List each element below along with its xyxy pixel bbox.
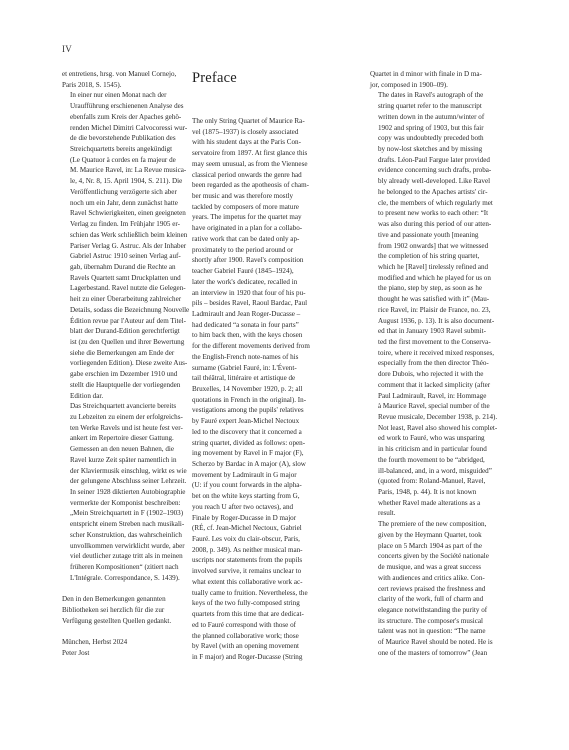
text-line: teacher Gabriel Fauré (1845–1924), bbox=[192, 267, 294, 276]
text-line: rice Ravel, in: Plaisir de France, no. 23, bbox=[378, 305, 491, 314]
text-line: zu Lebzeiten zu einem der erfolgreichs- bbox=[70, 413, 183, 421]
text-line: the piano, step by step, as soon as he bbox=[378, 284, 483, 293]
text-line: result. bbox=[378, 509, 396, 518]
text-line: whether Ravel made alterations as a bbox=[378, 498, 481, 507]
text-line: vestigations among the pupils' relatives bbox=[192, 406, 304, 415]
text-line: ed to Fauré correspond with those of bbox=[192, 620, 297, 629]
text-line: tive and passionate youth [meaning bbox=[378, 230, 479, 239]
text-line: Verlag zu finden. Im Frühjahr 1905 er- bbox=[70, 220, 180, 229]
text-line: cle, the members of which regularly met bbox=[378, 198, 493, 207]
text-line: M. Maurice Ravel, in: La Revue musica- bbox=[70, 166, 187, 175]
text-line: from 1902 onwards] that we witnessed bbox=[378, 241, 489, 250]
text-line: ing movement by Ravel in F major (F), bbox=[192, 449, 304, 458]
text-line: to him back then, with the keys chosen bbox=[192, 331, 303, 340]
text-line: Edition dar. bbox=[70, 391, 104, 400]
text-line: involved survive, it remains unclear to bbox=[192, 567, 302, 576]
text-line: modified and which he played for us on bbox=[378, 273, 491, 282]
text-line: have originated in a plan for a collabo- bbox=[192, 224, 303, 233]
text-line: Das Streichquartett avancierte bereits bbox=[70, 402, 177, 411]
text-line: with his student days at the Paris Con- bbox=[192, 138, 301, 147]
text-line: had dedicated “a sonata in four parts” bbox=[192, 320, 299, 329]
text-line: (RÉ, cf. Jean-Michel Nectoux, Gabriel bbox=[192, 524, 302, 533]
text-line: In seiner 1928 diktierten Autobiographie bbox=[70, 488, 186, 497]
text-line: shortly after 1900. Ravel's composition bbox=[192, 256, 304, 265]
text-line: der gelungene Abschluss seiner Lehrzeit. bbox=[70, 477, 187, 486]
text-line: 2008, p. 349). As neither musical man- bbox=[192, 545, 303, 554]
text-line: Édition revue par l'Auteur auf dem Titel- bbox=[70, 316, 186, 325]
text-line: ber music and was therefore mostly bbox=[192, 192, 294, 201]
text-line: clarity of the work, full of charm and bbox=[378, 595, 484, 604]
text-line: classical period onwards the genre had bbox=[192, 170, 302, 179]
text-line: et entretiens, hrsg. von Manuel Cornejo, bbox=[62, 70, 177, 78]
text-line: Quartet in d minor with finale in D ma- bbox=[370, 70, 482, 78]
text-line: elegance notwithstanding the purity of bbox=[378, 605, 488, 614]
text-line: place on 5 March 1904 as part of the bbox=[378, 541, 483, 550]
text-line: schien das Werk schließlich beim kleinen bbox=[70, 230, 188, 239]
text-line: Pariser Verlag G. Astruc. Als der Inhaber bbox=[70, 241, 187, 250]
text-line: The dates in Ravel's autograph of the bbox=[378, 91, 484, 100]
text-line: Paul Ladmirault, Ravel, in: Hommage bbox=[378, 391, 487, 400]
text-line: Gabriel Astruc 1910 seinen Verlag auf- bbox=[70, 252, 181, 261]
text-line: what extent this collaborative work ac- bbox=[192, 577, 303, 586]
text-line: by Fauré expert Jean-Michel Nectoux bbox=[192, 417, 300, 426]
text-line: The premiere of the new composition, bbox=[378, 520, 487, 529]
text-line: (Le Quatuor à cordes en fa majeur de bbox=[70, 155, 176, 164]
text-line: its structure. The composer's musical bbox=[378, 616, 483, 625]
text-line: viel deutlicher zutage tritt als in meinen bbox=[70, 552, 183, 561]
text-line: stellt die Hauptquelle der vorliegenden bbox=[70, 380, 181, 389]
text-line: in F major) and Roger-Ducasse (String bbox=[192, 652, 303, 661]
text-line: vermerkte der Komponist beschreiben: bbox=[70, 498, 181, 507]
text-line: toire, where it received mixed responses, bbox=[378, 348, 495, 357]
text-line: string quartet refer to the manuscript bbox=[378, 102, 482, 111]
text-line: Gemessen an den neuen Bahnen, die bbox=[70, 445, 175, 454]
text-line: to present new works to each other: “It bbox=[378, 209, 489, 218]
text-line: talent was not in question: “The name bbox=[378, 627, 486, 636]
english-paragraph-3 bbox=[370, 519, 510, 658]
text-line: (U: if you count forwards in the alpha- bbox=[192, 481, 302, 490]
continued-paragraph bbox=[370, 69, 510, 90]
german-paragraph-3 bbox=[62, 401, 188, 583]
text-line: noch um ein Jahr, denn zunächst hatte bbox=[70, 198, 178, 207]
text-line: Bruxelles, 14 November 1920, p. 2; all bbox=[192, 384, 303, 393]
text-line: siehe die Bemerkungen am Ende der bbox=[70, 348, 175, 357]
text-line: uscripts nor statements from the pupils bbox=[192, 556, 303, 565]
text-line: Bibliotheken sei herzlich für die zur bbox=[62, 605, 165, 614]
text-line: thought he was satisfied with it” (Mau- bbox=[378, 295, 490, 304]
text-line: jor, composed in 1900–09). bbox=[370, 80, 448, 89]
text-line: one of the masters of tomorrow” (Jean bbox=[378, 648, 488, 657]
text-line: string quartet, divided as follows: open- bbox=[192, 438, 306, 447]
text-line: especially from the then director Théo- bbox=[378, 359, 489, 368]
text-line: de die bevorstehende Publikation des bbox=[70, 134, 176, 143]
page-number: IV bbox=[62, 44, 73, 54]
text-line: Finale by Roger-Ducasse in D major bbox=[192, 513, 297, 522]
english-column-continued bbox=[370, 69, 510, 659]
text-line: renden Michel Dimitri Calvocoressi wur- bbox=[70, 123, 188, 132]
text-line: unvollkommen verwirklicht wurde, aber bbox=[70, 541, 185, 550]
section-heading: Preface bbox=[192, 70, 237, 86]
text-line: tackled by composers of more mature bbox=[192, 202, 299, 211]
text-line: Details, sodass die Bezeichnung Nouvelle bbox=[70, 305, 190, 314]
text-line: heit zu einer Überarbeitung zahlreicher bbox=[70, 295, 182, 304]
text-line: been regarded as the apotheosis of cham- bbox=[192, 181, 309, 190]
english-column bbox=[192, 116, 370, 663]
text-line: with audiences and critics alike. Con- bbox=[378, 573, 485, 582]
text-line: the fourth movement to be “abridged, bbox=[378, 455, 485, 464]
text-line: concerts given by the Société nationale bbox=[378, 552, 489, 561]
text-line: à Maurice Ravel, special number of the bbox=[378, 402, 490, 411]
text-line: pils – besides Ravel, Raoul Bardac, Paul bbox=[192, 299, 308, 308]
text-line: August 1936, p. 13). It is also document- bbox=[378, 316, 495, 325]
text-line: de musique, and was a great success bbox=[378, 563, 482, 572]
text-line: an interview in 1920 that four of his pu- bbox=[192, 288, 306, 297]
german-paragraph-2 bbox=[62, 90, 188, 401]
text-line: Ravel Schwierigkeiten, einen geeigneten bbox=[70, 209, 186, 218]
text-line: Ravel kurze Zeit später namentlich in bbox=[70, 455, 177, 464]
text-line: by now-lost sketches and by missing bbox=[378, 145, 483, 154]
text-line: tually came to fruition. Nevertheless, the bbox=[192, 588, 308, 597]
text-line: Paris, 1948, p. 44). It is not known bbox=[378, 488, 477, 497]
text-line: the English-French note-names of his bbox=[192, 352, 299, 361]
text-line: Not least, Ravel also showed his complet- bbox=[378, 423, 498, 432]
text-line: gab, übernahm Durand die Rechte an bbox=[70, 262, 176, 271]
text-line: scher Konstruktion, das wahrscheinlich bbox=[70, 530, 182, 539]
text-line: in his criticism and in particular found bbox=[378, 445, 487, 454]
text-line: Verfügung gestellten Quellen gedankt. bbox=[62, 616, 172, 625]
text-line: entspricht einem Streben nach musikali- bbox=[70, 520, 185, 529]
text-line: evidence concerning such drafts, proba- bbox=[378, 166, 492, 175]
text-line: gabe erschien im Dezember 1910 und bbox=[70, 370, 178, 379]
text-line: the planned collaborative work; those bbox=[192, 631, 299, 640]
text-line: later the work's dedicatee, recalled in bbox=[192, 277, 298, 286]
text-line: of Maurice Ravel should be noted. He is bbox=[378, 638, 493, 647]
text-line: Uraufführung erschienenen Analyse des bbox=[70, 102, 184, 111]
text-line: rative work that can be dated only ap- bbox=[192, 234, 300, 243]
text-line: ed that in January 1903 Ravel submit- bbox=[378, 327, 486, 336]
text-line: cert reviews praised the freshness and bbox=[378, 584, 486, 593]
text-line: bly already well-developed. Like Ravel bbox=[378, 177, 491, 186]
text-line: The only String Quartet of Maurice Ra- bbox=[192, 117, 305, 125]
text-line: ankert im Repertoire dieser Gattung. bbox=[70, 434, 174, 443]
text-line: servatoire from 1897. At first glance this bbox=[192, 149, 308, 158]
text-line: movement by Ladmirault in G major bbox=[192, 470, 297, 479]
text-line: früheren Kompositionen“ (zitiert nach bbox=[70, 563, 179, 572]
text-line: proximately to the period around or bbox=[192, 245, 294, 254]
text-line: ist (zu den Quellen und ihrer Bewertung bbox=[70, 337, 185, 346]
text-line: may seem unusual, as from the Viennese bbox=[192, 159, 308, 168]
text-line: for the different movements derived from bbox=[192, 342, 310, 351]
text-line: vel (1875–1937) is closely associated bbox=[192, 127, 299, 136]
text-line: „Mein Streichquartett in F (1902–1903) bbox=[70, 509, 184, 518]
text-line: tail théâtral, littéraire et artistique de bbox=[192, 374, 296, 383]
text-line: der Klaviermusik einschlug, wirkt es wie bbox=[70, 466, 187, 475]
text-line: ted the first movement to the Conserva- bbox=[378, 337, 491, 346]
german-paragraph-1 bbox=[62, 69, 188, 90]
text-line: Revue musicale, December 1938, p. 214). bbox=[378, 413, 498, 421]
text-line: Den in den Bemerkungen genannten bbox=[62, 595, 166, 604]
text-line: the completion of his string quartet, bbox=[378, 252, 480, 261]
text-line: dore Dubois, who rejected it with the bbox=[378, 370, 484, 379]
german-acknowledgement bbox=[62, 594, 188, 626]
text-line: Streichquartetts bereits angekündigt bbox=[70, 145, 173, 154]
text-line: led to the discovery that it concerned a bbox=[192, 427, 302, 436]
text-line: Scherzo by Bardac in A major (A), slow bbox=[192, 460, 306, 468]
author-name: Peter Jost bbox=[62, 648, 90, 657]
text-line: quartets from this time that are dedicat- bbox=[192, 610, 304, 619]
text-line: by Ravel (with an opening movement bbox=[192, 642, 299, 651]
text-line: bet on the white keys starting from G, bbox=[192, 492, 300, 501]
signature-block bbox=[62, 637, 188, 658]
text-line: ill-balanced, and, in a word, misguided” bbox=[378, 466, 492, 475]
text-line: drafts. Léon-Paul Fargue later provided bbox=[378, 155, 490, 164]
text-line: 1902 and spring of 1903, but this fair bbox=[378, 123, 484, 132]
text-line: blatt der Durand-Edition gerechtfertigt bbox=[70, 327, 180, 336]
english-paragraph-1 bbox=[192, 116, 370, 663]
text-line: keys of the two fully-composed string bbox=[192, 599, 300, 608]
text-line: ten Werke Ravels und ist heute fest ver- bbox=[70, 423, 183, 432]
text-line: Ladmirault and Jean Roger-Ducasse – bbox=[192, 309, 301, 318]
text-line: he belonged to the Apaches artists' cir- bbox=[378, 187, 488, 196]
text-line: surname (Gabriel Fauré, in: L'Évent- bbox=[192, 363, 297, 372]
text-line: ebenfalls zum Kreis der Apaches gehö- bbox=[70, 112, 182, 121]
text-line: le, 4, Nr. 8, 15. April 1904, S. 211). Die bbox=[70, 177, 183, 186]
text-line: L'Intégrale. Correspondance, S. 1439). bbox=[70, 573, 180, 582]
text-line: vorliegenden Edition). Diese zweite Aus- bbox=[70, 359, 188, 368]
text-line: comment that it lacked simplicity (after bbox=[378, 380, 491, 389]
place-date: München, Herbst 2024 bbox=[62, 638, 128, 647]
text-line: given by the Heymann Quartet, took bbox=[378, 530, 482, 539]
text-line: copy was undoubtedly preceded both bbox=[378, 134, 484, 143]
text-line: Paris 2018, S. 1545). bbox=[62, 80, 122, 89]
text-line: which he [Ravel] tirelessly refined and bbox=[378, 262, 489, 271]
german-column bbox=[62, 69, 188, 659]
english-paragraph-2 bbox=[370, 90, 510, 519]
text-line: was also during this period of our atten- bbox=[378, 220, 492, 229]
text-line: Ravels Quartett samt Druckplatten und bbox=[70, 273, 181, 282]
text-line: quotations in French in the original). In- bbox=[192, 395, 307, 404]
text-line: written down in the autumn/winter of bbox=[378, 112, 485, 121]
text-line: you reach U after two octaves), and bbox=[192, 502, 294, 511]
text-line: Fauré. Les voix du clair-obscur, Paris, bbox=[192, 535, 300, 544]
text-line: In einer nur einen Monat nach der bbox=[70, 91, 167, 100]
text-line: years. The impetus for the quartet may bbox=[192, 213, 302, 222]
text-line: Veröffentlichung verzögerte sich aber bbox=[70, 187, 177, 196]
text-line: ed work to Fauré, who was unsparing bbox=[378, 434, 485, 443]
text-line: Lagerbestand. Ravel nutzte die Gelegen- bbox=[70, 284, 186, 293]
text-line: (quoted from: Roland-Manuel, Ravel, bbox=[378, 477, 486, 486]
